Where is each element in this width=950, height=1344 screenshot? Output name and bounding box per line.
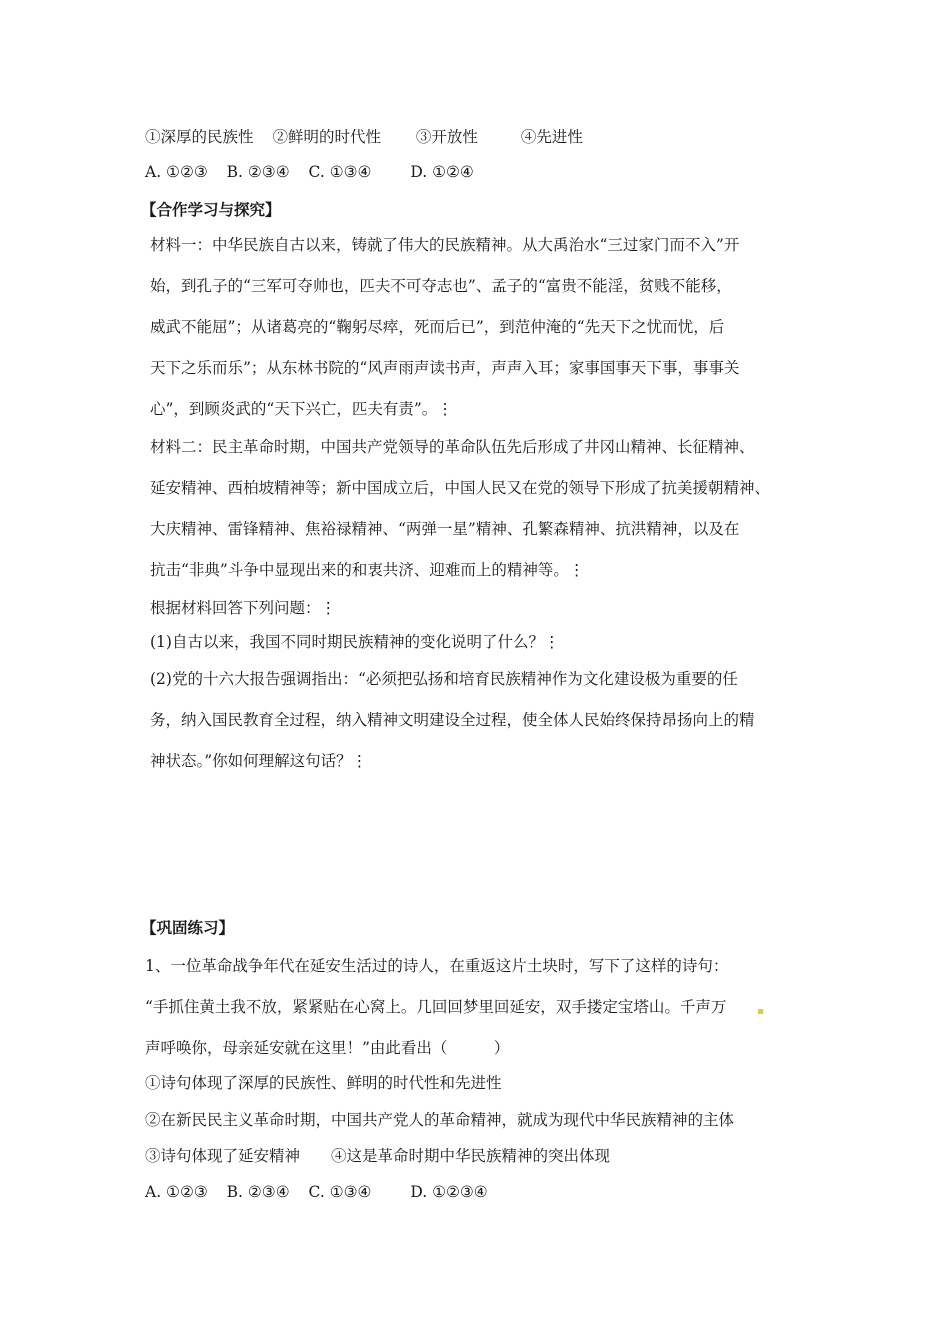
answer-c: C. ①③④ [308, 163, 372, 181]
answer-d: D. ①②③④ [410, 1183, 488, 1201]
body-line: 抗击“非典”斗争中显现出来的和衷共济、迎难而上的精神等。⋮ [150, 561, 585, 579]
exercise-line: “手抓住黄土我不放，紧紧贴在心窝上。几回回梦里回延安，双手搂定宝塔山。千声万 [145, 998, 727, 1016]
option-4: ④先进性 [520, 128, 583, 146]
body-line: 始，到孔子的“三军可夺帅也，匹夫不可夺志也”、孟子的“富贵不能淫，贫贱不能移， [150, 277, 732, 295]
exercise-answer-choices [145, 1182, 488, 1202]
body-line: 天下之乐而乐”；从东林书院的“风声雨声读书声，声声入耳；家事国事天下事，事事关 [150, 359, 740, 377]
cursor-mark [758, 1009, 763, 1014]
exercise-option: ①诗句体现了深厚的民族性、鲜明的时代性和先进性 [145, 1074, 502, 1092]
option-3: ③开放性 [415, 128, 478, 146]
question-2: (2)党的十六大报告强调指出：“必须把弘扬和培育民族精神作为文化建设极为重要的任 [150, 670, 738, 688]
answer-a: A. ①②③ [145, 1183, 208, 1201]
body-line: 心”，到顾炎武的“天下兴亡，匹夫有责”。⋮ [150, 400, 453, 418]
body-line: 延安精神、西柏坡精神等；新中国成立后，中国人民又在党的领导下形成了抗美援朝精神、 [150, 479, 771, 497]
option-1: ①深厚的民族性 [145, 128, 254, 146]
exercise-line: 1、一位革命战争年代在延安生活过的诗人，在重返这片土块时，写下了这样的诗句： [145, 957, 729, 975]
body-line: 务，纳入国民教育全过程，纳入精神文明建设全过程，使全体人民始终保持昂扬向上的精 [150, 711, 755, 729]
option-line [145, 127, 583, 147]
option-2: ②鲜明的时代性 [272, 128, 381, 146]
body-line: 材料二：民主革命时期，中国共产党领导的革命队伍先后形成了井冈山精神、长征精神、 [150, 438, 755, 456]
answer-choices [145, 162, 474, 182]
exercise-option: ③诗句体现了延安精神 ④这是革命时期中华民族精神的突出体现 [145, 1147, 611, 1165]
section-heading-practice: 【巩固练习】 [141, 919, 235, 937]
answer-a: A. ①②③ [145, 163, 208, 181]
body-line: 根据材料回答下列问题：⋮ [150, 599, 337, 617]
body-line: 威武不能屈”；从诸葛亮的“鞠躬尽瘁，死而后已”，到范仲淹的“先天下之忧而忧，后 [150, 318, 725, 336]
answer-d: D. ①②④ [410, 163, 474, 181]
body-line: 大庆精神、雷锋精神、焦裕禄精神、“两弹一星”精神、孔繁森精神、抗洪精神，以及在 [150, 520, 740, 538]
answer-c: C. ①③④ [308, 1183, 372, 1201]
section-heading-cooperative: 【合作学习与探究】 [141, 201, 281, 219]
answer-b: B. ②③④ [226, 163, 290, 181]
body-line: 材料一：中华民族自古以来，铸就了伟大的民族精神。从大禹治水“三过家门而不入”开 [150, 236, 740, 254]
exercise-line: 声呼唤你，母亲延安就在这里！”由此看出（ ） [145, 1039, 510, 1057]
body-line: 神状态。”你如何理解这句话？⋮ [150, 752, 368, 770]
answer-b: B. ②③④ [226, 1183, 290, 1201]
question-1: (1)自古以来，我国不同时期民族精神的变化说明了什么？⋮ [150, 633, 560, 651]
exercise-option: ②在新民民主义革命时期，中国共产党人的革命精神，就成为现代中华民族精神的主体 [145, 1111, 735, 1129]
